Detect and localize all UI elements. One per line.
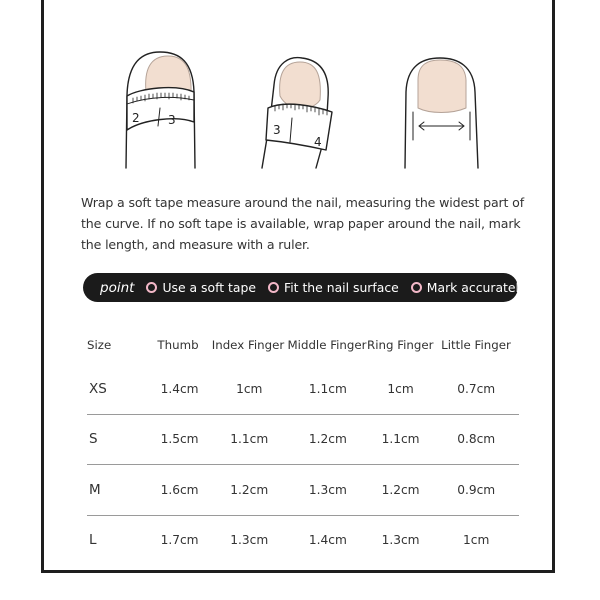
table-cell: 1cm — [387, 381, 414, 396]
table-cell: 1.6cm — [160, 482, 199, 497]
header-index-finger: Index Finger — [211, 338, 285, 352]
point-bar — [83, 273, 527, 302]
point-item-label: Fit the nail surface — [283, 280, 399, 295]
table-cell: 1.3cm — [230, 533, 269, 548]
point-item-mark-accurately — [411, 280, 527, 295]
bullet-ring-icon — [146, 282, 157, 293]
tape2-number-4: 4 — [314, 135, 322, 149]
size-table — [87, 326, 519, 565]
size-label: M — [89, 481, 101, 498]
tape2-number-3: 3 — [273, 123, 281, 137]
table-cell: 0.7cm — [457, 381, 496, 396]
size-label: XS — [89, 380, 107, 397]
size-label: S — [89, 431, 98, 448]
table-cell: 1.4cm — [308, 533, 347, 548]
table-row — [87, 465, 519, 516]
finger-tape-index-icon — [262, 58, 332, 168]
header-little-finger: Little Finger — [441, 338, 511, 352]
table-cell: 1cm — [463, 533, 490, 548]
point-item-label: Use a soft tape — [162, 280, 256, 295]
table-cell: 1.7cm — [160, 533, 199, 548]
table-cell: 0.8cm — [457, 432, 496, 447]
table-row — [87, 364, 519, 415]
header-middle-finger: Middle Finger — [287, 338, 367, 352]
tape1-number-3: 3 — [168, 113, 176, 127]
instruction-text: Wrap a soft tape measure around the nail, measuring the widest part of the curve. If no soft tape is available, wrap paper around the nail, mark the length, and measure with a ruler. — [81, 195, 525, 252]
table-cell: 1.2cm — [308, 432, 347, 447]
table-cell: 1.1cm — [308, 381, 347, 396]
table-cell: 1.2cm — [381, 482, 420, 497]
table-cell: 1.3cm — [381, 533, 420, 548]
finger-width-arrow-icon — [405, 58, 478, 168]
point-title: point — [100, 279, 135, 296]
tape1-number-2: 2 — [132, 111, 140, 125]
bullet-ring-icon — [268, 282, 279, 293]
table-cell: 0.9cm — [457, 482, 496, 497]
header-size: Size — [87, 338, 112, 352]
point-item-fit-surface — [268, 280, 399, 295]
point-item-soft-tape — [146, 280, 256, 295]
point-item-label: Mark accurately — [426, 280, 527, 295]
table-cell: 1.5cm — [160, 432, 199, 447]
table-header-row — [87, 326, 519, 364]
finger-tape-thumb-icon — [126, 52, 195, 168]
table-cell: 1.4cm — [160, 381, 199, 396]
header-ring-finger: Ring Finger — [367, 338, 434, 352]
table-row — [87, 516, 519, 566]
table-cell: 1.2cm — [230, 482, 269, 497]
table-cell: 1.1cm — [230, 432, 269, 447]
size-label: L — [89, 532, 97, 549]
table-row — [87, 415, 519, 466]
table-cell: 1.1cm — [381, 432, 420, 447]
header-thumb: Thumb — [157, 338, 199, 352]
table-cell: 1cm — [236, 381, 263, 396]
table-cell: 1.3cm — [308, 482, 347, 497]
measurement-illustrations — [0, 0, 600, 190]
bullet-ring-icon — [411, 282, 422, 293]
